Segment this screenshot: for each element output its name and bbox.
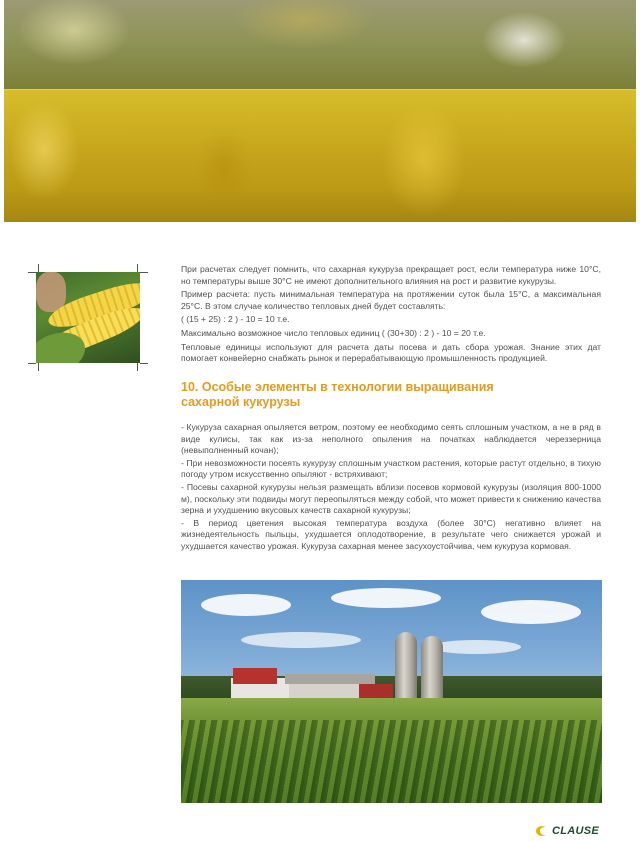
red-barn bbox=[233, 668, 277, 684]
list-item: - Кукуруза сахарная опыляется ветром, поэтому ее необходимо сеять сплошным участком, а не в ряд в виде кулисы, так как из-за неполного опыления на початках наблюдается череззерница (невыполненный кочан); bbox=[181, 422, 601, 456]
list-item: - При невозможности посеять кукурузу сплошным участком растения, которые растут отдельно, в тихую погоду утром искусственно опыляют - встряхивают; bbox=[181, 457, 601, 480]
crop-mark bbox=[28, 363, 36, 364]
corn-cob-photo bbox=[36, 272, 140, 363]
silo bbox=[395, 632, 417, 706]
paragraph: Тепловые единицы используют для расчета даты посева и дать сбора урожая. Знание этих дат помогает конвейерно снабжать рынок и перерабатывающую промышленность продукцией. bbox=[181, 341, 601, 364]
crop-mark bbox=[140, 363, 148, 364]
cloud bbox=[481, 600, 581, 624]
technology-elements-list bbox=[181, 422, 601, 554]
farm-field-photo bbox=[181, 580, 602, 803]
crop-mark bbox=[140, 272, 148, 273]
crop-mark bbox=[137, 363, 138, 371]
silo bbox=[421, 636, 443, 706]
clause-logo bbox=[536, 824, 599, 838]
paragraph: При расчетах следует помнить, что сахарная кукуруза прекращает рост, если температура ниже 10°С, но температуры выше 30°С не имеют дополнительного влияния на рост и развитие кукурузы. bbox=[181, 264, 601, 286]
list-item: - В период цветения высокая температура воздуха (более 30°С) негативно влияет на жизнедеятельность пыльцы, ухудшается оплодотворение, в результате чего снижается урожай и ухудшается качество урожая. Кукуруза сахарная менее засухоустойчива, чем кукуруза кормовая. bbox=[181, 517, 601, 551]
crop-mark bbox=[38, 363, 39, 371]
clause-logo-icon bbox=[536, 825, 550, 837]
paragraph: Пример расчета: пусть минимальная температура на протяжении суток была 15°С, а максимальная 25°С. В этом случае количество тепловых дней будет составлять: bbox=[181, 289, 601, 311]
section-heading bbox=[181, 380, 601, 409]
cloud bbox=[201, 594, 291, 616]
formula-line: Максимально возможное число тепловых единиц ( (30+30) : 2 ) - 10 = 20 т.е. bbox=[181, 327, 486, 338]
yellow-banner-band bbox=[4, 90, 636, 222]
blurred-field-photo bbox=[4, 0, 636, 90]
formula-line: ( (15 + 25) : 2 ) - 10 = 10 т.е. bbox=[181, 314, 290, 325]
crop-mark bbox=[28, 272, 36, 273]
shed-roof bbox=[285, 674, 375, 684]
cloud bbox=[241, 632, 361, 648]
header-banner-image bbox=[4, 0, 636, 222]
heat-units-text bbox=[181, 264, 601, 367]
cloud bbox=[331, 588, 441, 608]
crop-mark bbox=[137, 264, 138, 272]
clause-logo-text: CLAUSE bbox=[552, 825, 600, 837]
cloud bbox=[431, 640, 521, 654]
section-heading-line: сахарной кукурузы bbox=[181, 394, 301, 409]
corn-stalks bbox=[181, 720, 602, 803]
section-heading-line: 10. Особые элементы в технологии выращивания bbox=[181, 380, 494, 394]
list-item: - Посевы сахарной кукурузы нельзя размещать вблизи посевов кормовой кукурузы (изоляция 800-1000 м), поскольку эти подвиды могут переопыляться между собой, что может привести к снижению качества зерна и ухудшению вкусовых качеств сахарной кукурузы; bbox=[181, 481, 601, 516]
crop-mark bbox=[38, 264, 39, 272]
